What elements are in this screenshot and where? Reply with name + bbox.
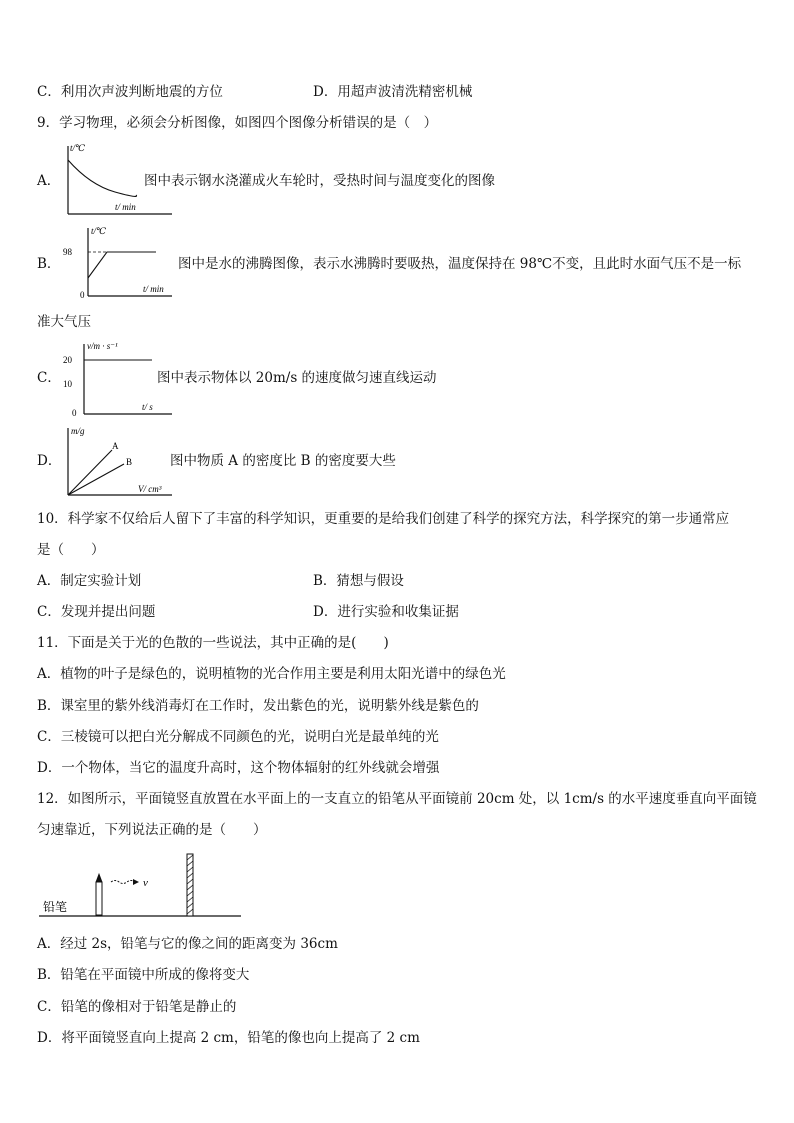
line-a [68, 450, 112, 495]
q9-b-letter: B． [37, 256, 61, 272]
q8-option-d: D．用超声波清洗精密机械 [313, 84, 473, 100]
q9-d-text: 图中物质 A 的密度比 B 的密度要大些 [170, 453, 396, 469]
q9-b-text: 图中是水的沸腾图像，表示水沸腾时要吸热，温度保持在 98℃不变，且此时水面气压不是一标 [178, 256, 742, 272]
q9-a-text: 图中表示钢水浇灌成火车轮时，受热时间与温度变化的图像 [144, 173, 495, 189]
q11-option-c: C．三棱镜可以把白光分解成不同颜色的光，说明白光是最单纯的光 [37, 729, 439, 745]
q9-b-ytick: 98 [63, 247, 72, 257]
q11-stem: 11．下面是关于光的色散的一些说法，其中正确的是( ) [37, 635, 389, 651]
q10-stem-line1: 10．科学家不仅给后人留下了丰富的科学知识，更重要的是给我们创建了科学的探究方法，科学探究的第一步通常应 [37, 511, 730, 527]
q9-c-ylabel: v/m · s⁻¹ [87, 341, 118, 351]
q12-option-d: D．将平面镜竖直向上提高 2 cm，铅笔的像也向上提高了 2 cm [37, 1030, 420, 1046]
q9-b-xlabel: t/ min [143, 284, 164, 294]
q12-stem-line1: 12．如图所示，平面镜竖直放置在水平面上的一支直立的铅笔从平面镜前 20cm 处，以 1cm/s 的水平速度垂直向平面镜 [37, 791, 757, 807]
pencil-icon [96, 882, 102, 915]
q11-option-a: A．植物的叶子是绿色的，说明植物的光合作用主要是利用太阳光谱中的绿色光 [37, 666, 506, 682]
q10-option-c: C．发现并提出问题 [37, 604, 156, 620]
q12-velocity-label: v [143, 877, 148, 889]
q9-c-ytick-top: 20 [63, 355, 72, 365]
velocity-arrow [111, 881, 135, 884]
q9-c-origin: 0 [72, 408, 77, 418]
q9-d-graph [60, 422, 180, 504]
q9-a-xlabel: t/ min [115, 202, 136, 212]
q11-option-b: B．课室里的紫外线消毒灯在工作时，发出紫色的光，说明紫外线是紫色的 [37, 698, 479, 714]
q10-option-d: D．进行实验和收集证据 [313, 604, 459, 620]
q10-stem-line2: 是（ ） [37, 542, 105, 558]
q9-d-line-b-label: B [126, 457, 133, 467]
q11-option-d: D．一个物体，当它的温度升高时，这个物体辐射的红外线就会增强 [37, 760, 440, 776]
q9-d-letter: D． [37, 453, 62, 469]
q9-b-ylabel: t/℃ [91, 226, 107, 236]
q9-d-ylabel: m/g [71, 426, 85, 436]
q9-b-graph [60, 222, 180, 304]
q10-option-a: A．制定实验计划 [37, 573, 142, 589]
q9-d-line-a-label: A [112, 441, 119, 451]
q9-a-letter: A． [37, 173, 61, 189]
q9-a-ylabel: t/℃ [70, 143, 86, 153]
boiling-curve [88, 252, 156, 278]
cooling-curve [68, 160, 137, 196]
q9-b-origin: 0 [80, 290, 85, 300]
q9-stem: 9．学习物理，必须会分析图像，如图四个图像分析错误的是（ ） [37, 115, 438, 131]
q8-option-c: C．利用次声波判断地震的方位 [37, 84, 223, 100]
q9-c-letter: C． [37, 370, 61, 386]
q12-option-b: B．铅笔在平面镜中所成的像将变大 [37, 967, 250, 983]
q12-option-c: C．铅笔的像相对于铅笔是静止的 [37, 999, 237, 1015]
q12-pencil-label: 铅笔 [43, 900, 68, 914]
q9-c-text: 图中表示物体以 20m/s 的速度做匀速直线运动 [157, 370, 437, 386]
q9-d-xlabel: V/ cm³ [138, 484, 162, 494]
q10-option-b: B．猜想与假设 [313, 573, 404, 589]
q9-b-text-cont: 准大气压 [37, 314, 91, 330]
q12-stem-line2: 匀速靠近，下列说法正确的是（ ） [37, 822, 267, 838]
q12-option-a: A．经过 2s，铅笔与它的像之间的距离变为 36cm [37, 936, 338, 952]
q9-c-xlabel: t/ s [142, 402, 153, 412]
q9-c-ytick-mid: 10 [63, 379, 72, 389]
line-b [68, 464, 124, 495]
q12-figure [35, 852, 245, 926]
